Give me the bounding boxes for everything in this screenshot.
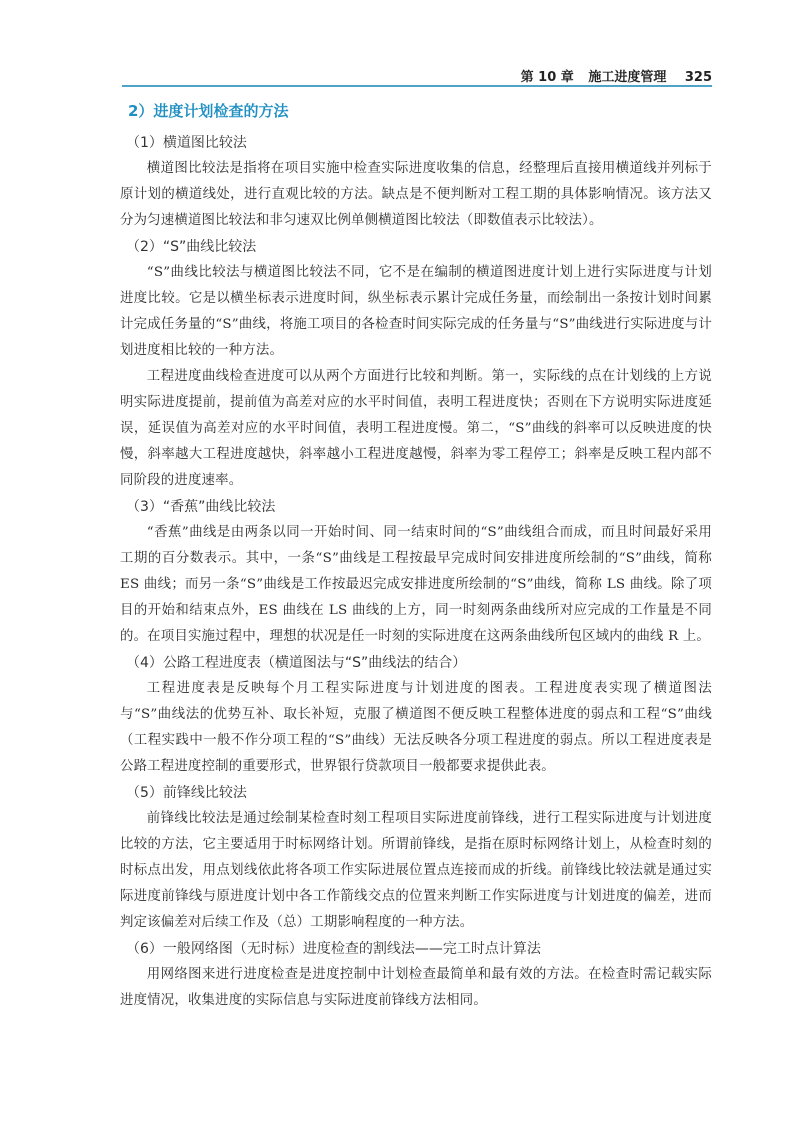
subsection-heading: （4）公路工程进度表（横道图法与“S”曲线法的结合）	[126, 655, 467, 671]
subsection-heading: （3）“香蕉”曲线比较法	[126, 499, 276, 515]
subsection-heading: （6）一般网络图（无时标）进度检查的割线法——完工时点计算法	[126, 941, 541, 957]
section-title: 2）进度计划检查的方法	[128, 102, 289, 120]
page-header	[0, 60, 800, 90]
subsection-heading: （2）“S”曲线比较法	[126, 239, 257, 255]
subsection-heading: （1）横道图比较法	[126, 135, 247, 151]
paragraph: 横道图比较法是指将在项目实施中检查实际进度收集的信息，经整理后直接用横道线并列标于原计划的横道线处，进行直观比较的方法。缺点是不便判断对工程工期的具体影响情况。该方法又分为匀速横道图比较法和非匀速双比例单侧横道图比较法（即数值表示比较法）。	[120, 161, 712, 228]
page-body	[120, 98, 712, 1014]
chapter-number: 第 10 章	[520, 70, 574, 85]
text-blocks	[120, 130, 712, 1014]
running-head	[521, 66, 712, 85]
paragraph: 工程进度表是反映每个月工程实际进度与计划进度的图表。工程进度表实现了横道图法与“S”曲线法的优势互补、取长补短，克服了横道图不便反映工程整体进度的弱点和工程“S”曲线（工程实践中一般不作分项工程的“S”曲线）无法反映各分项工程进度的弱点。所以工程进度表是公路工程进度控制的重要形式，世界银行贷款项目一般都要求提供此表。	[120, 681, 712, 774]
subsection-heading: （5）前锋线比较法	[126, 785, 247, 801]
paragraph: 用网络图来进行进度检查是进度控制中计划检查最简单和最有效的方法。在检查时需记载实际进度情况，收集进度的实际信息与实际进度前锋线方法相同。	[120, 967, 712, 1008]
paragraph: “S”曲线比较法与横道图比较法不同，它不是在编制的横道图进度计划上进行实际进度与计划进度比较。它是以横坐标表示进度时间，纵坐标表示累计完成任务量，而绘制出一条按计划时间累计完成任务量的“S”曲线，将施工项目的各检查时间实际完成的任务量与“S”曲线进行实际进度与计划进度相比较的一种方法。	[120, 265, 712, 358]
page-number: 325	[684, 70, 712, 85]
paragraph: 前锋线比较法是通过绘制某检查时刻工程项目实际进度前锋线，进行工程实际进度与计划进度比较的方法，它主要适用于时标网络计划。所谓前锋线，是指在原时标网络计划上，从检查时刻的时标点出发，用点划线依此将各项工作实际进展位置点连接而成的折线。前锋线比较法就是通过实际进度前锋线与原进度计划中各工作箭线交点的位置来判断工作实际进度与计划进度的偏差，进而判定该偏差对后续工作及（总）工期影响程度的一种方法。	[120, 811, 712, 930]
paragraph: “香蕉”曲线是由两条以同一开始时间、同一结束时间的“S”曲线组合而成，而且时间最好采用工期的百分数表示。其中，一条“S”曲线是工程按最早完成时间安排进度所绘制的“S”曲线，简称 ES 曲线；而另一条“S”曲线是工作按最迟完成安排进度所绘制的“S”曲线，简称 LS 曲线。除了项目的开始和结束点外，ES 曲线在 LS 曲线的上方，同一时刻两条曲线所对应完成的工作量是不同的。在项目实施过程中，理想的状况是任一时刻的实际进度在这两条曲线所包区域内的曲线 R 上。	[120, 525, 712, 644]
paragraph: 工程进度曲线检查进度可以从两个方面进行比较和判断。第一，实际线的点在计划线的上方说明实际进度提前，提前值为高差对应的水平时间值，表明工程进度快；否则在下方说明实际进度延误，延误值为高差对应的水平时间值，表明工程进度慢。第二，“S”曲线的斜率可以反映进度的快慢，斜率越大工程进度越快，斜率越小工程进度越慢，斜率为零工程停工；斜率是反映工程内部不同阶段的进度速率。	[120, 369, 712, 488]
chapter-title: 施工进度管理	[588, 70, 667, 85]
header-rule	[122, 85, 712, 87]
